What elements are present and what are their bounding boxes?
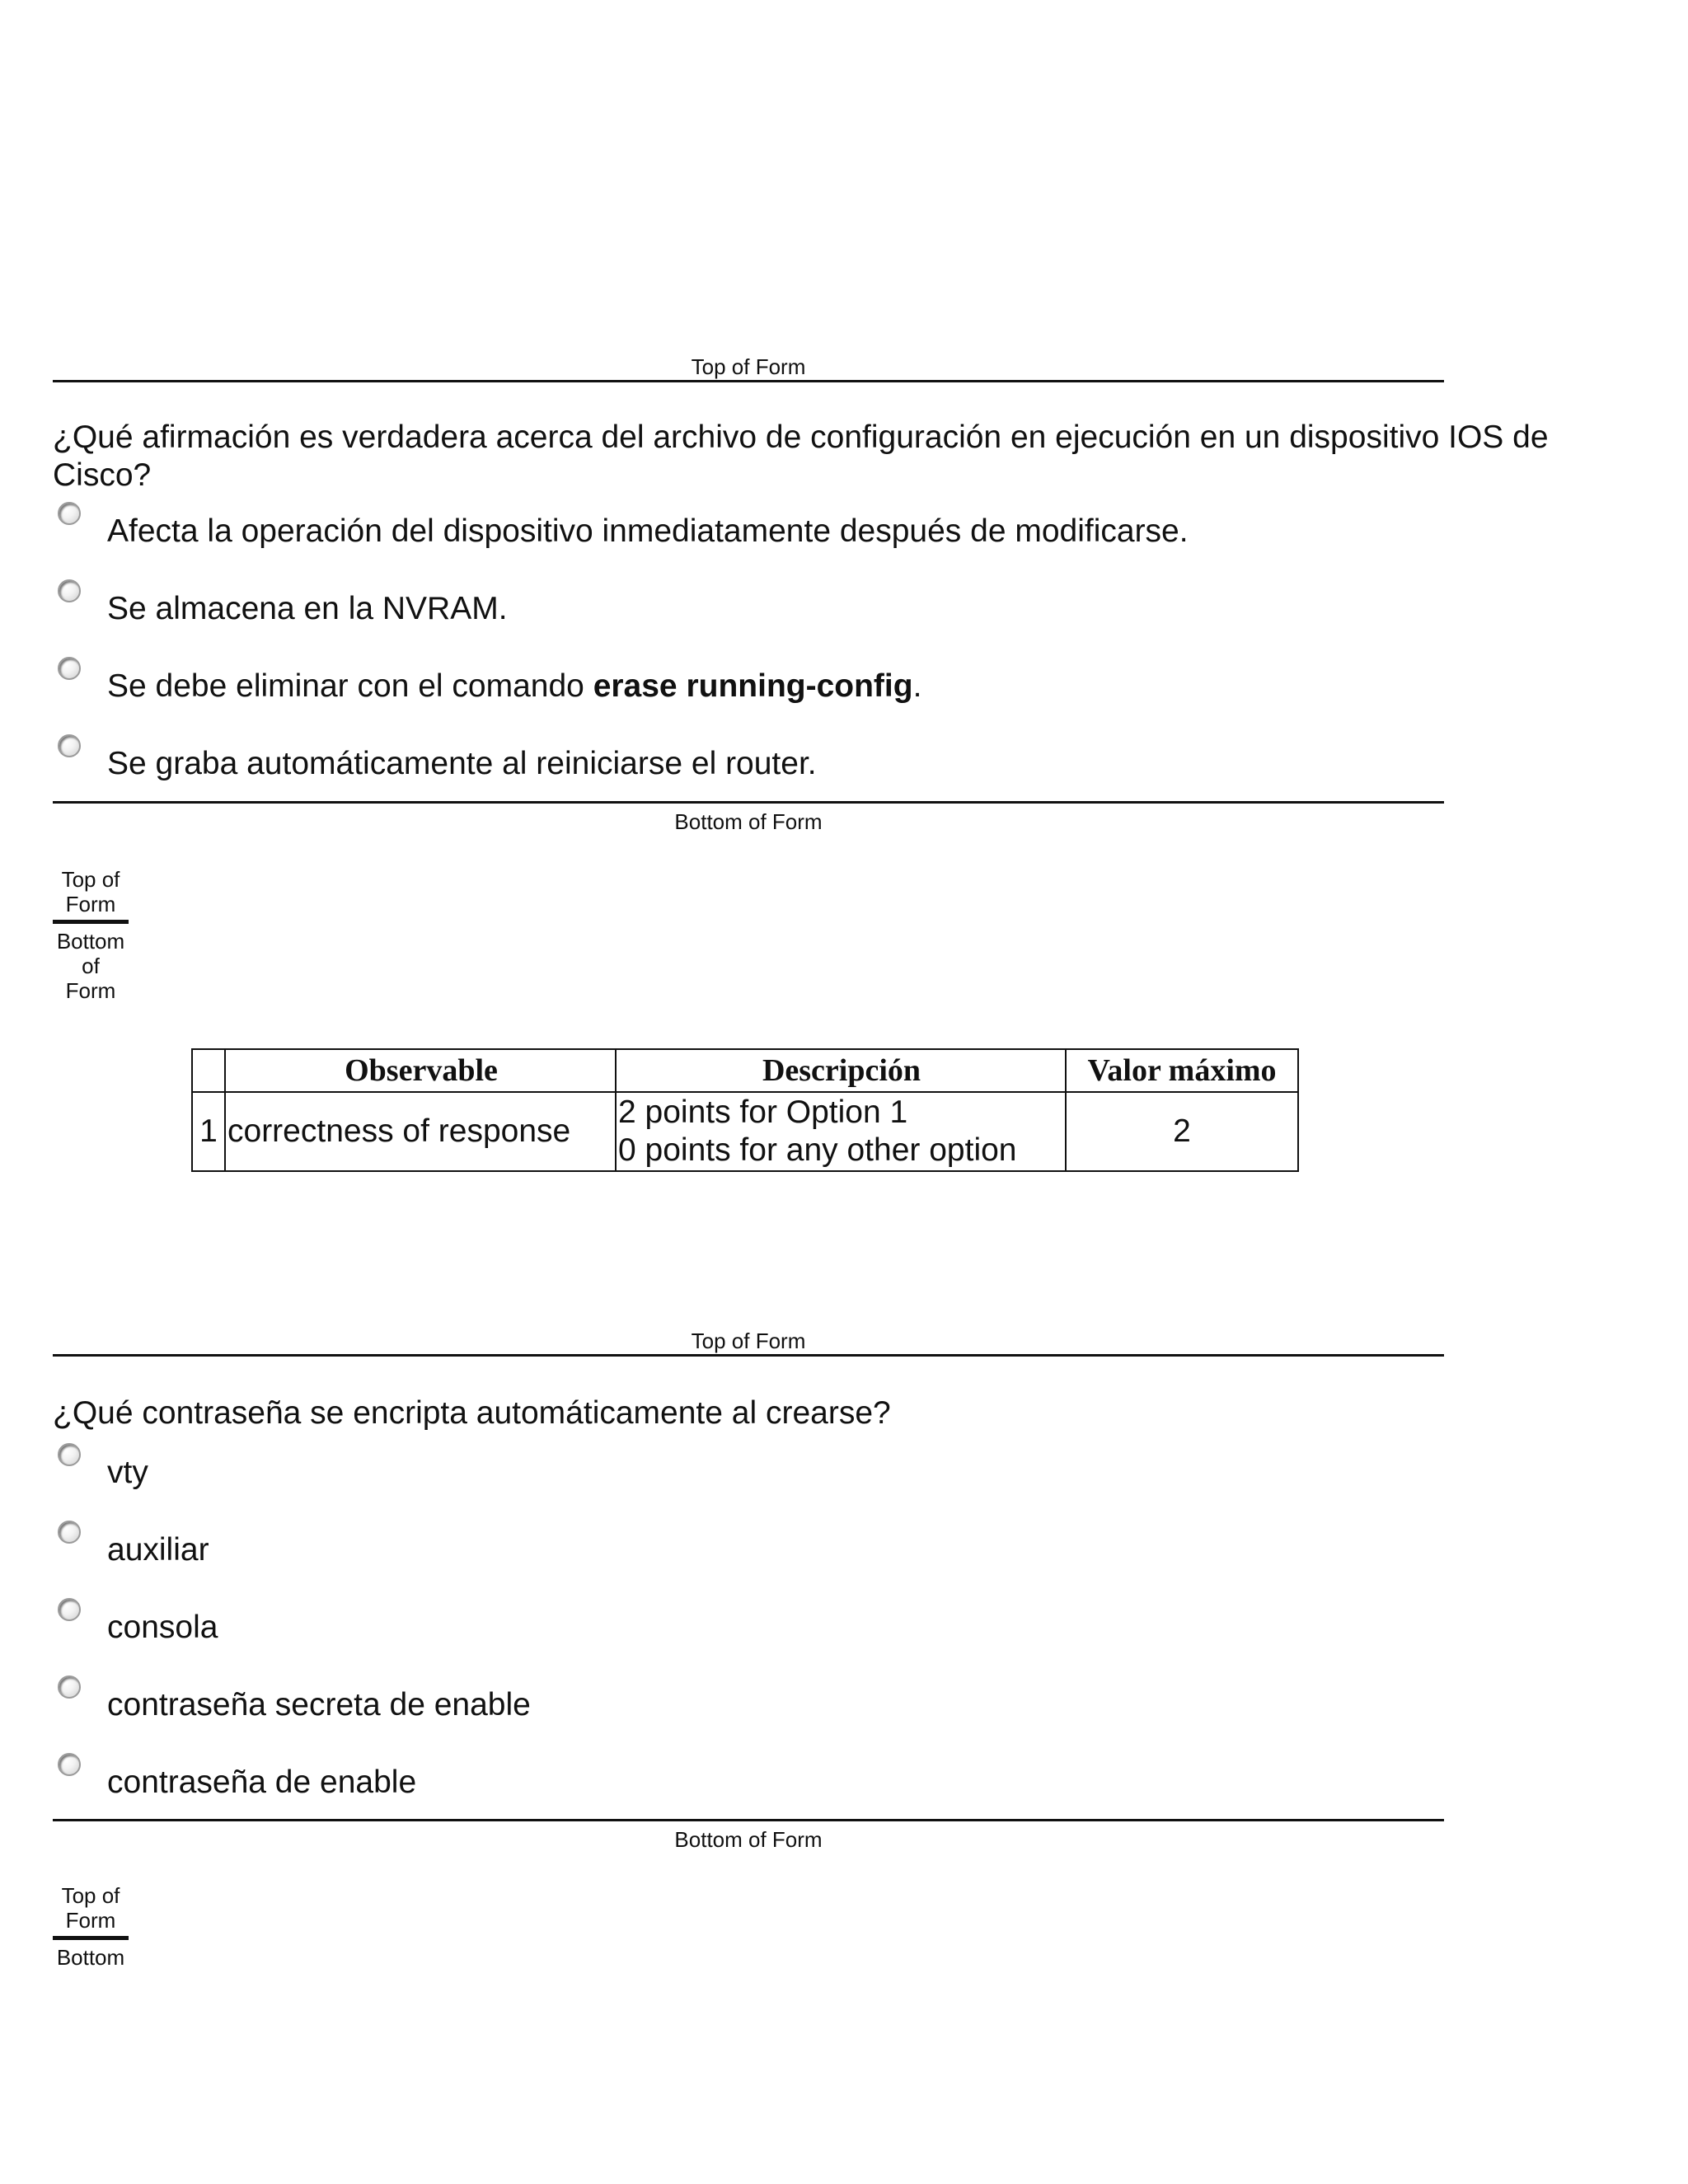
mini-bottom-line-1: Bottom: [56, 929, 125, 954]
question-2-text: ¿Qué contraseña se encripta automáticamente al crearse?: [53, 1395, 891, 1431]
radio-button[interactable]: [58, 1443, 81, 1466]
row-observable: correctness of response: [225, 1092, 616, 1171]
header-description: Descripción: [616, 1049, 1066, 1092]
bottom-of-form-label: Bottom of Form: [674, 809, 823, 834]
option-label: vty: [107, 1455, 148, 1490]
mini-bottom-line-2: of: [82, 954, 100, 978]
mini-form-marker: [53, 867, 129, 1003]
row-max-value: 2: [1066, 1092, 1298, 1171]
q2-option-5[interactable]: [53, 1753, 1454, 1802]
table-row: [192, 1092, 1298, 1171]
radio-button[interactable]: [58, 579, 81, 602]
mini-form-rule: [53, 1936, 129, 1940]
option-label: [107, 668, 921, 705]
mini-top-line-1: Top of: [61, 867, 120, 892]
q1-option-3[interactable]: [53, 657, 1454, 706]
table-header-row: [192, 1049, 1298, 1092]
radio-button[interactable]: [58, 502, 81, 525]
mini-bottom-line-3: Form: [65, 978, 116, 1003]
top-of-form-label: Top of Form: [691, 1329, 806, 1353]
q1-option-1[interactable]: [53, 502, 1454, 551]
option-label-pre: Se debe eliminar con el comando: [107, 668, 593, 704]
option-label: Se graba automáticamente al reiniciarse el router.: [107, 746, 817, 781]
q2-option-2[interactable]: [53, 1521, 1454, 1570]
q2-option-4[interactable]: [53, 1675, 1454, 1725]
radio-button[interactable]: [58, 1598, 81, 1621]
option-label: contraseña secreta de enable: [107, 1687, 531, 1722]
form-top-rule: [53, 1354, 1444, 1357]
header-index: [192, 1049, 225, 1092]
radio-button[interactable]: [58, 734, 81, 757]
q1-option-4[interactable]: [53, 734, 1454, 784]
row-description: [616, 1092, 1066, 1171]
option-label: consola: [107, 1610, 218, 1645]
form-bottom-rule: [53, 801, 1444, 804]
option-label: Afecta la operación del dispositivo inmediatamente después de modificarse.: [107, 513, 1189, 549]
form-bottom-rule: [53, 1819, 1444, 1821]
option-label: contraseña de enable: [107, 1765, 417, 1800]
mini-bottom-line-1: Bottom: [56, 1945, 125, 1970]
q2-option-1[interactable]: [53, 1443, 1454, 1493]
option-label-post: .: [912, 668, 922, 704]
description-line-2: 0 points for any other option: [618, 1132, 1017, 1168]
option-label: auxiliar: [107, 1532, 209, 1568]
q1-option-2[interactable]: [53, 579, 1454, 629]
description-line-1: 2 points for Option 1: [618, 1094, 908, 1130]
q2-option-3[interactable]: [53, 1598, 1454, 1647]
question-1-text: ¿Qué afirmación es verdadera acerca del archivo de configuración en ejecución en un dispositivo IOS de Cisco?: [53, 419, 1549, 493]
row-index: 1: [192, 1092, 225, 1171]
header-max-value: Valor máximo: [1066, 1049, 1298, 1092]
form-top-rule: [53, 380, 1444, 382]
bottom-of-form-label: Bottom of Form: [674, 1827, 823, 1852]
top-of-form-label: Top of Form: [691, 354, 806, 379]
radio-button[interactable]: [58, 1753, 81, 1776]
mini-top-line-2: Form: [65, 1908, 116, 1933]
radio-button[interactable]: [58, 657, 81, 680]
option-label: Se almacena en la NVRAM.: [107, 591, 508, 626]
radio-button[interactable]: [58, 1521, 81, 1544]
mini-form-rule: [53, 920, 129, 924]
rubric-table: [191, 1048, 1299, 1172]
command-text: erase running-config: [593, 668, 913, 704]
header-observable: Observable: [225, 1049, 616, 1092]
mini-top-line-1: Top of: [61, 1883, 120, 1908]
mini-form-marker: [53, 1883, 129, 1970]
mini-top-line-2: Form: [65, 892, 116, 916]
radio-button[interactable]: [58, 1675, 81, 1699]
